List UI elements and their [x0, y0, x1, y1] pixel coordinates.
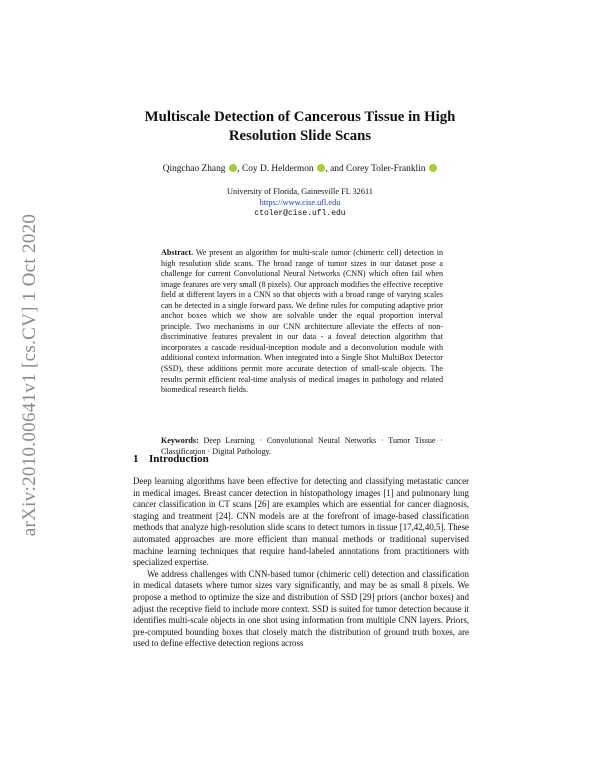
author-1: Qingchao Zhang [162, 164, 226, 174]
author-3: , and Corey Toler-Franklin [325, 164, 426, 174]
title-line-1: Multiscale Detection of Cancerous Tissue in High [144, 109, 456, 125]
introduction-body [133, 476, 469, 650]
orcid-icon[interactable] [429, 164, 438, 173]
abstract-label: Abstract. [161, 248, 194, 257]
affiliation-line: University of Florida, Gainesville FL 32611 [227, 187, 373, 196]
affiliation-url-link[interactable]: https://www.cise.ufl.edu [259, 198, 341, 207]
paragraph: Deep learning algorithms have been effective for detecting and classifying metastatic cancer in medical images. Breast cancer detection in histopathology images [1] and pulmonary lung cancer classification in CT scans [26] are examples which are essential for cancer diagnosis, staging and treatment [24]. CNN models are at the forefront of image-based classification methods that analyze high-resolution slide scans to detect tumors in tissue [17,42,40,5]. These automated approaches are more efficient than manual methods or traditional supervised machine learning techniques that require hand-labeled annotations from practitioners with specialized expertise. [133, 476, 469, 568]
arxiv-identifier: arXiv:2010.00641v1 [cs.CV] 1 Oct 2020 [19, 213, 41, 537]
keywords-text: Deep Learning · Convolutional Neural Networks · Tumor Tissue · Classification · Digital Pathology. [161, 436, 443, 456]
section-heading [133, 453, 209, 465]
abstract [161, 248, 443, 396]
affiliation-block [150, 186, 450, 219]
abstract-text: We present an algorithm for multi-scale tumor (chimeric cell) detection in high resolution slide scans. The broad range of tumor sizes in our dataset pose a challenge for current Convolutional Neural Networks (CNN) which often fail when image features are very small (8 pixels). Our approach modifies the effective receptive field at different layers in a CNN so that objects with a broad range of varying scales can be detected in a single forward pass. We define rules for computing adaptive prior anchor boxes which we show are solvable under the equal proportion interval principle. Two mechanisms in our CNN architecture alleviate the effects of non-discriminative features prevalent in our data - a foveal detection algorithm that incorporates a cascade residual-inception module and a deconvolution module with additional context information. When integrated into a Single Shot MultiBox Detector (SSD), these additions permit more accurate detection of small-scale objects. The results permit efficient real-time analysis of medical images in pathology and related biomedical research fields. [161, 248, 444, 395]
keywords-label: Keywords: [161, 436, 199, 445]
paragraph: We address challenges with CNN-based tumor (chimeric cell) detection and classification in medical datasets where tumor sizes vary significantly, and may be as small 8 pixels. We propose a method to optimize the size and distribution of SSD [29] priors (anchor boxes) and adjust the receptive field to include more context. SSD is suited for tumor detection because it identifies multi-scale objects in one shot using information from multiple CNN layers. Priors, pre-computed bounding boxes that closely match the distribution of ground truth boxes, are used to define effective detection regions across [133, 568, 469, 649]
author-2: , Coy D. Heldermon [237, 164, 314, 174]
section-title: Introduction [149, 453, 209, 465]
title-line-2: Resolution Slide Scans [228, 128, 372, 144]
section-number: 1 [133, 453, 139, 465]
author-list [100, 163, 500, 175]
author-email: ctoler@cise.ufl.edu [254, 209, 346, 218]
paper-title [120, 108, 480, 146]
arxiv-side-stamp [18, 195, 42, 555]
